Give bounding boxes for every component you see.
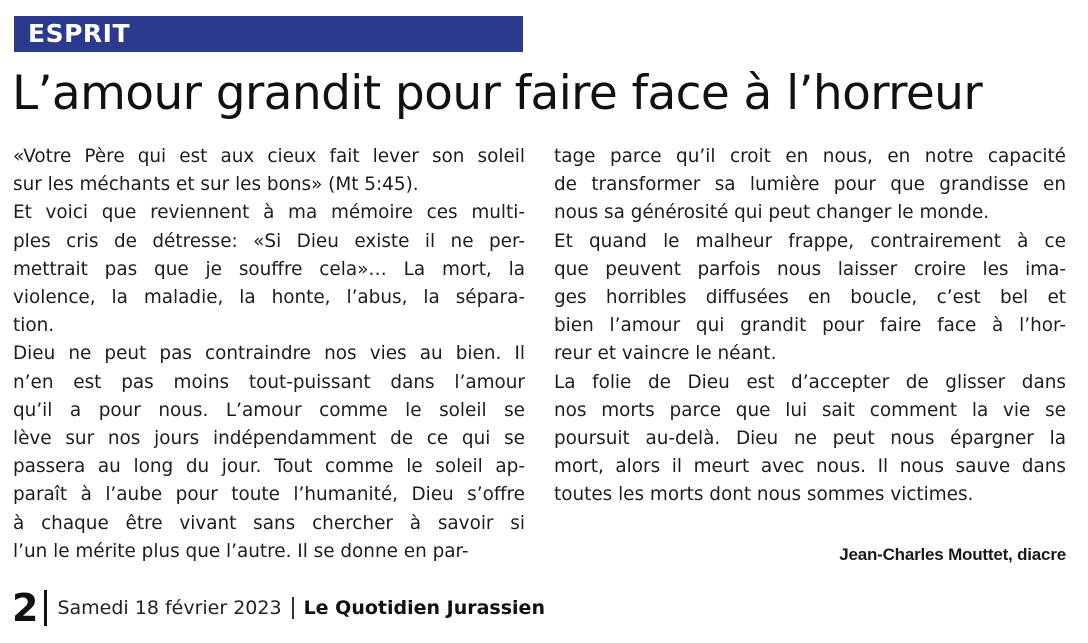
text-line: bien l’amour qui grandit pour faire face à l’hor- [554, 315, 1066, 337]
article-paragraph [554, 143, 1066, 228]
footer-separator [292, 597, 294, 619]
text-line: reur et vaincre le néant. [554, 343, 777, 365]
text-line: que peuvent parfois nous laisser croire les ima- [554, 258, 1066, 280]
text-line: ges horribles diffusées en boucle, c’est bel et [554, 287, 1066, 309]
issue-date: Samedi 18 février 2023 [57, 597, 282, 619]
article-paragraph [13, 340, 525, 566]
text-line: paraît à l’aube pour toute l’humanité, Dieu s’offre [13, 484, 525, 506]
text-line: La folie de Dieu est d’accepter de glisser dans [554, 371, 1066, 393]
text-line: Dieu ne peut pas contraindre nos vies au bien. Il [13, 343, 525, 365]
text-line: mettrait pas que je souffre cela»… La mort, la [13, 258, 525, 280]
article-paragraph [13, 199, 525, 340]
text-line: violence, la maladie, la honte, l’abus, la sépara- [13, 287, 525, 309]
text-line: toutes les morts dont nous sommes victimes. [554, 484, 974, 506]
text-line: tage parce qu’il croit en nous, en notre capacité [554, 146, 1066, 167]
text-line: tion. [13, 315, 55, 337]
text-line: Et voici que reviennent à ma mémoire ces multi- [13, 202, 525, 224]
section-rubric [14, 16, 523, 52]
text-line: sur les méchants et sur les bons» (Mt 5:45). [13, 174, 419, 196]
text-line: nous sa générosité qui peut changer le monde. [554, 202, 990, 224]
page-footer [12, 586, 545, 630]
text-line: «Votre Père qui est aux cieux fait lever son soleil [13, 146, 525, 167]
text-line: mort, alors il meurt avec nous. Il nous sauve dans [554, 456, 1066, 478]
author-signature: Jean-Charles Mouttet, diacre [839, 545, 1066, 564]
footer-divider-bar [44, 590, 47, 626]
article-paragraph [13, 143, 525, 199]
article-column-right [554, 143, 1066, 510]
text-line: poursuit au-delà. Dieu ne peut nous épargner la [554, 428, 1066, 450]
publication-name: Le Quotidien Jurassien [303, 597, 545, 619]
text-line: nos morts parce que lui sait comment la vie se [554, 399, 1066, 421]
text-line: qu’il a pour nous. L’amour comme le soleil se [13, 399, 525, 421]
article-headline: L’amour grandit pour faire face à l’horreur [12, 66, 983, 121]
text-line: lève sur nos jours indépendamment de ce qui se [13, 428, 525, 450]
article-paragraph [554, 369, 1066, 510]
article-column-left [13, 143, 525, 566]
page-number: 2 [12, 586, 39, 630]
text-line: n’en est pas moins tout-puissant dans l’amour [13, 371, 525, 393]
text-line: l’un le mérite plus que l’autre. Il se donne en par- [13, 540, 469, 562]
text-line: passera au long du jour. Tout comme le soleil ap- [13, 456, 525, 478]
article-paragraph [554, 228, 1066, 369]
text-line: ples cris de détresse: «Si Dieu existe il ne per- [13, 230, 525, 252]
text-line: à chaque être vivant sans chercher à savoir si [13, 512, 525, 534]
text-line: Et quand le malheur frappe, contrairement à ce [554, 230, 1066, 252]
rubric-label: ESPRIT [28, 19, 131, 48]
text-line: de transformer sa lumière pour que grandisse en [554, 174, 1066, 196]
